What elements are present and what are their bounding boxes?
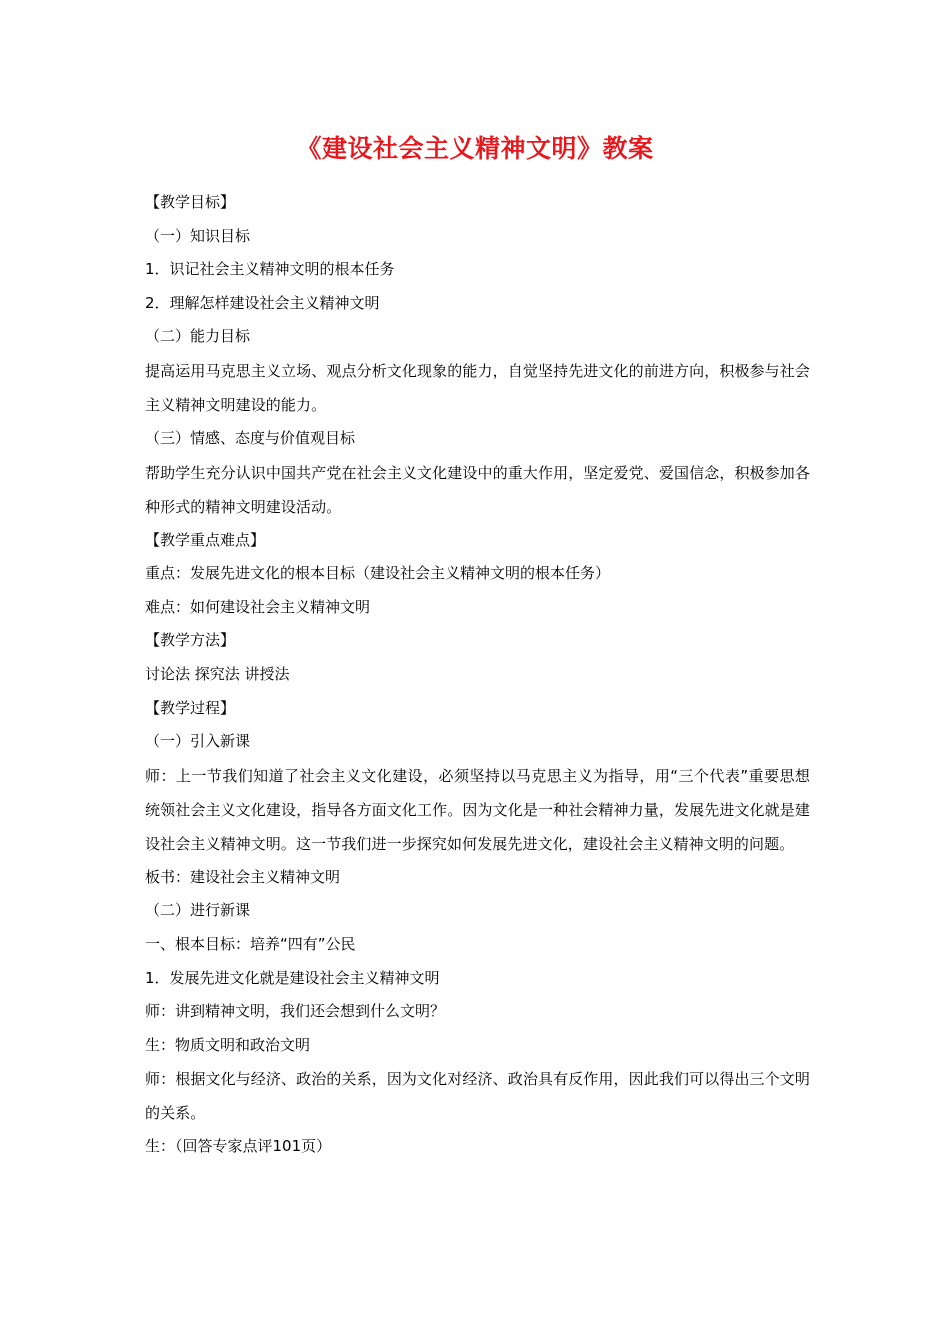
paragraph-ability: 提高运用马克思主义立场、观点分析文化现象的能力，自觉坚持先进文化的前进方向，积极参与社会主义精神文明建设的能力。: [145, 361, 810, 414]
section-heading-key-points: 【教学重点难点】: [145, 530, 266, 549]
topic-item-1: 1．发展先进文化就是建设社会主义精神文明: [145, 968, 440, 987]
section-heading-process: 【教学过程】: [145, 698, 236, 717]
subheading-emotion: （三）情感、态度与价值观目标: [145, 428, 356, 447]
paragraph-intro: 师：上一节我们知道了社会主义文化建设，必须坚持以马克思主义为指导，用“三个代表”重要思想统领社会主义文化建设，指导各方面文化工作。因为文化是一种社会精神力量，发展先进文化就是建设社会主义精神文明。这一节我们进一步探究如何发展先进文化，建设社会主义精神文明的问题。: [145, 766, 810, 853]
section-heading-goals: 【教学目标】: [145, 193, 236, 211]
methods-text: 讨论法 探究法 讲授法: [145, 664, 290, 683]
document-title: 《建设社会主义精神文明》教案: [296, 134, 654, 163]
paragraph-emotion: 帮助学生充分认识中国共产党在社会主义文化建设中的重大作用，坚定爱党、爱国信念，积极参加各种形式的精神文明建设活动。: [145, 463, 810, 516]
document-body: [145, 186, 810, 1164]
knowledge-item-2: 2．理解怎样建设社会主义精神文明: [145, 293, 380, 312]
section-heading-methods: 【教学方法】: [145, 631, 236, 650]
student-answer: 生：物质文明和政治文明: [145, 1035, 311, 1054]
knowledge-item-1: 1．识记社会主义精神文明的根本任务: [145, 260, 395, 279]
paragraph-relation: 师：根据文化与经济、政治的关系，因为文化对经济、政治具有反作用，因此我们可以得出三个文明的关系。: [145, 1070, 810, 1123]
subheading-knowledge: （一）知识目标: [145, 226, 251, 245]
teacher-question: 师：讲到精神文明，我们还会想到什么文明？: [145, 1002, 446, 1021]
key-point: 重点：发展先进文化的根本目标（建设社会主义精神文明的根本任务）: [145, 564, 611, 583]
board-note: 板书：建设社会主义精神文明: [145, 867, 341, 886]
subheading-new-lesson: （二）进行新课: [145, 901, 251, 920]
student-answer-final: 生：（回答专家点评101页）: [145, 1137, 332, 1156]
topic-heading: 一、根本目标：培养“四有”公民: [145, 934, 356, 953]
subheading-ability: （二）能力目标: [145, 327, 251, 346]
subheading-intro: （一）引入新课: [145, 732, 251, 751]
difficult-point: 难点：如何建设社会主义精神文明: [145, 597, 371, 616]
